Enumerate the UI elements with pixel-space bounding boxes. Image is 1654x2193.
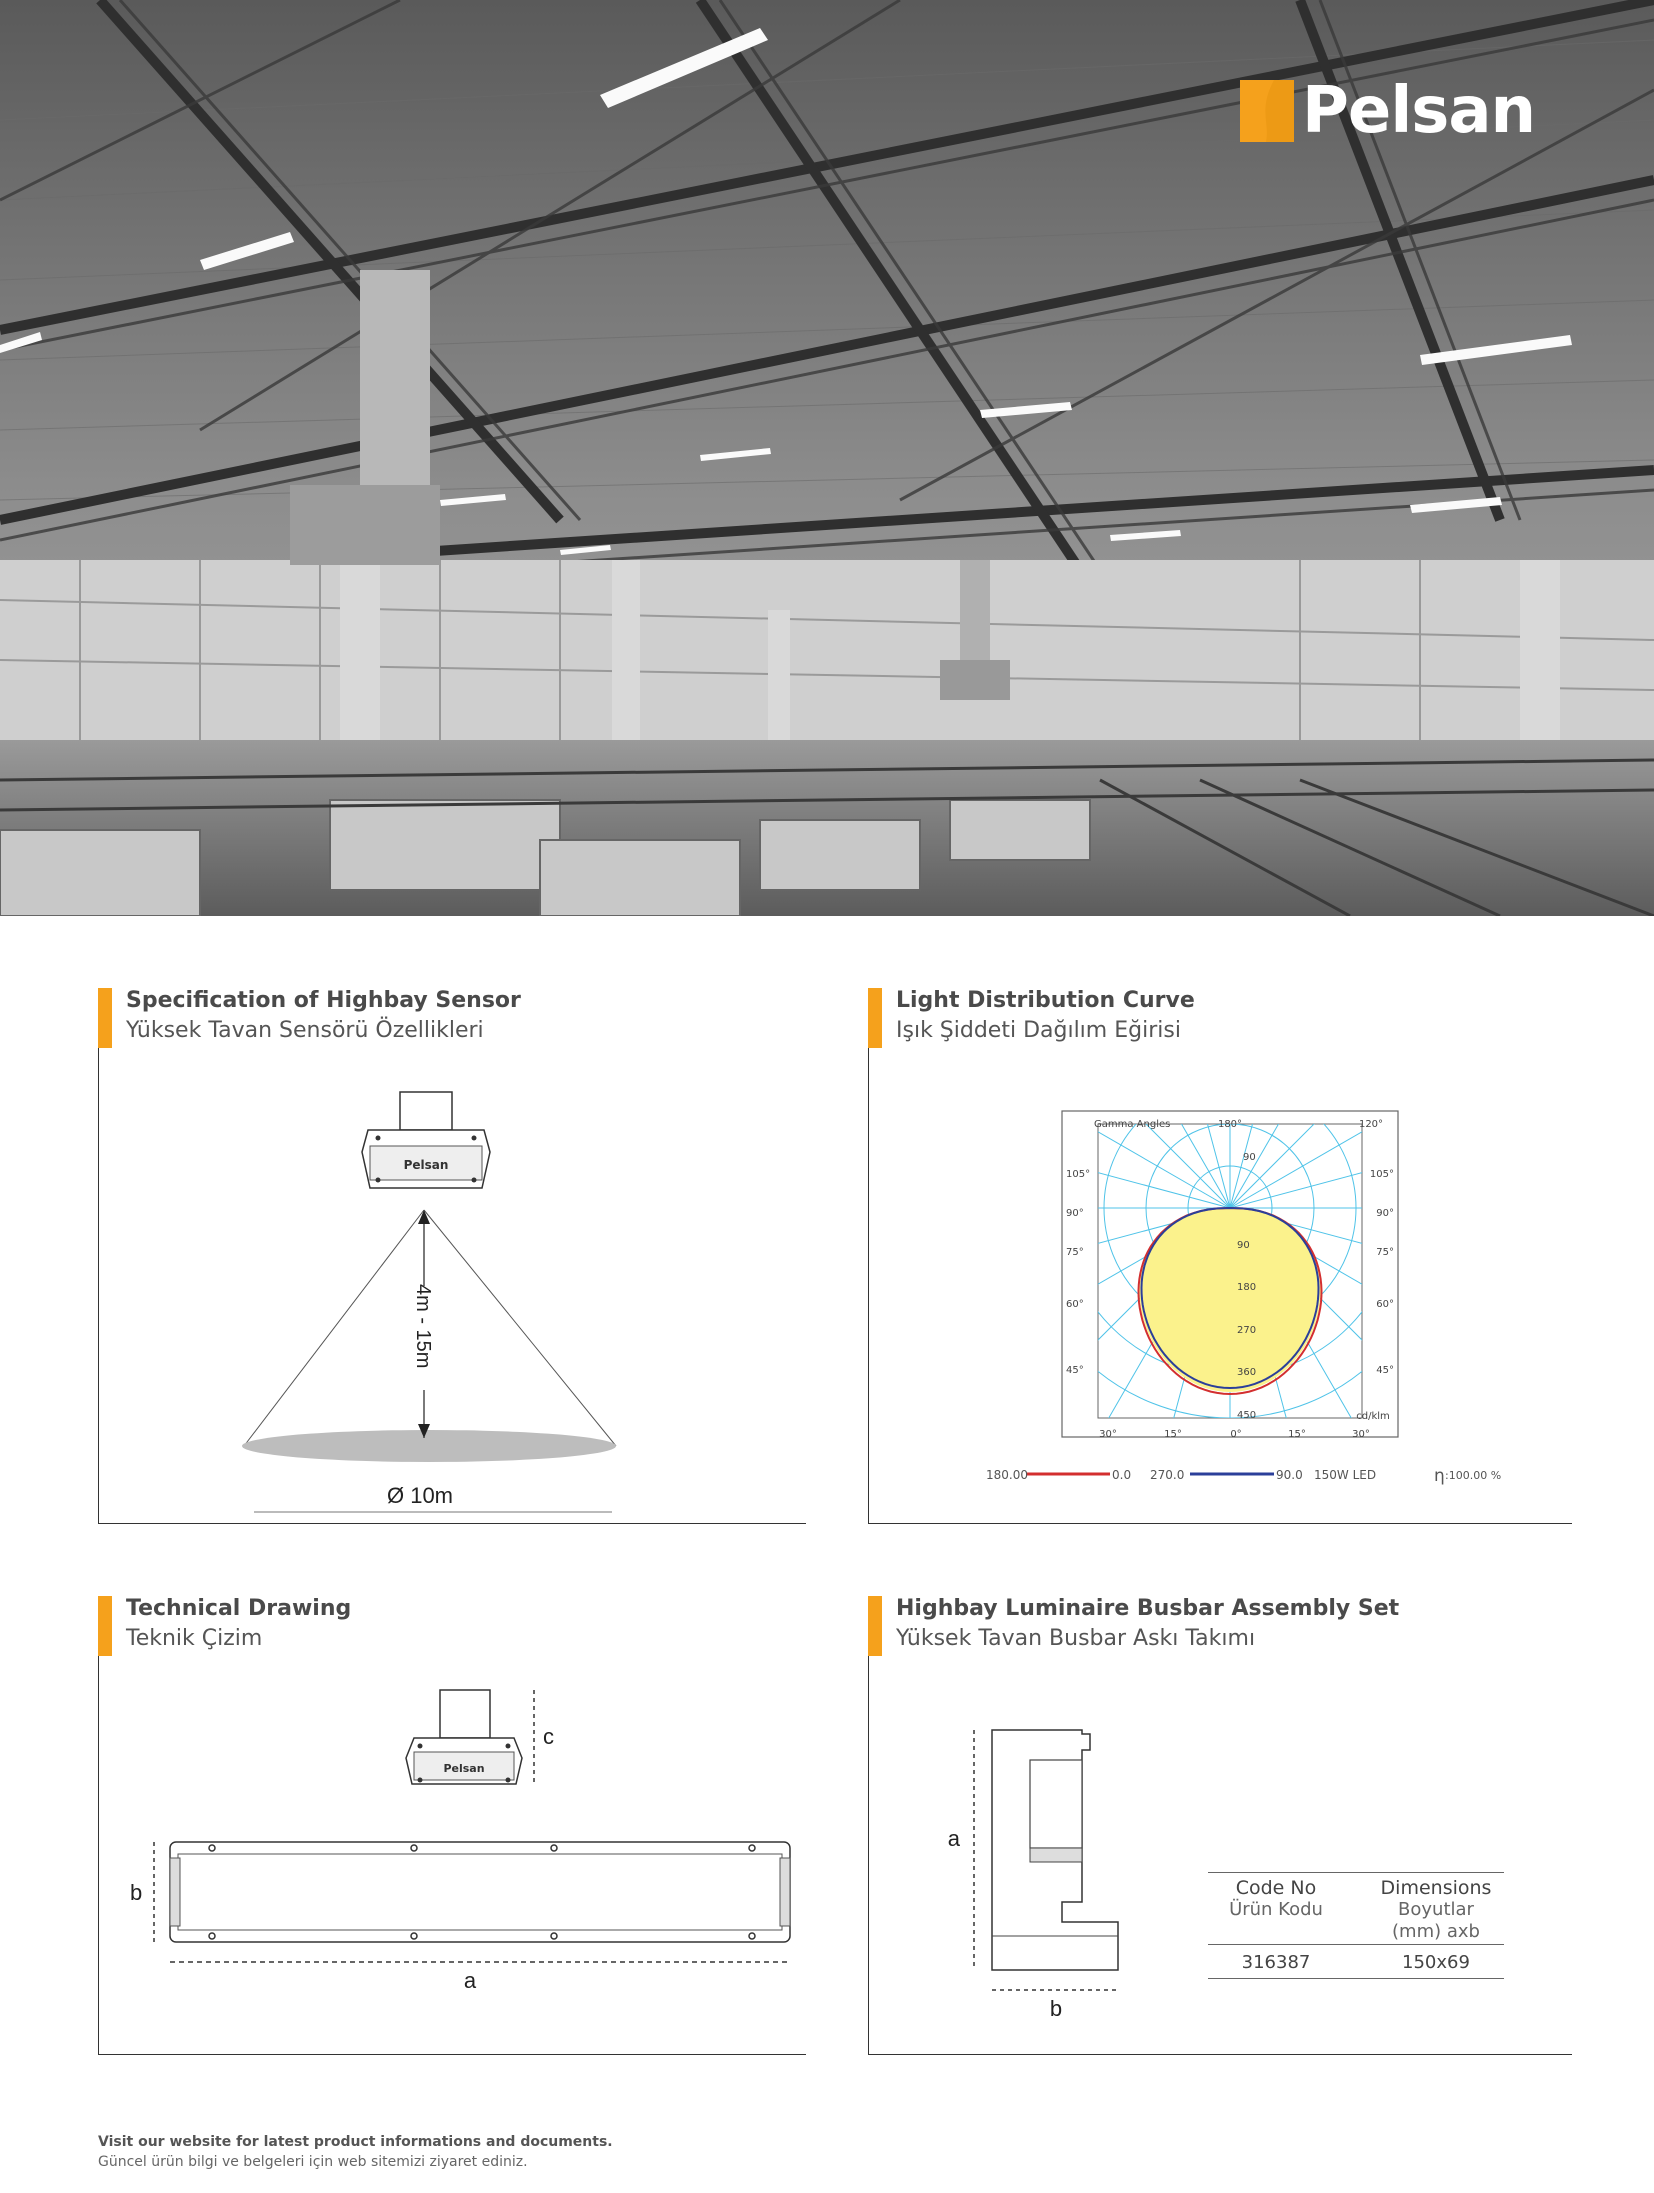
section-title: Light Distribution Curve (896, 988, 1195, 1013)
bottom-angle-label: 0° (1230, 1429, 1242, 1440)
coverage-cone (242, 1210, 616, 1462)
left-angle-label: 90° (1066, 1208, 1084, 1219)
height-range-label: 4m - 15m (412, 1284, 434, 1369)
ldc-section (868, 988, 1572, 1533)
radial-value-label: 90 (1243, 1152, 1256, 1163)
col-dims-subheader: Boyutlar (1398, 1899, 1474, 1920)
product-table (1208, 1872, 1504, 1982)
legend-blue-from: 270.0 (1150, 1468, 1185, 1482)
legend-lamp: 150W LED (1314, 1468, 1377, 1482)
radial-value-label: 180 (1237, 1282, 1257, 1293)
dim-b-label: b (1049, 1996, 1063, 2016)
footer-website-note: Visit our website for latest product informations and documents. (98, 2134, 613, 2150)
right-angle-label: 60° (1376, 1299, 1394, 1310)
table-cell-dims: 150x69 (1402, 1952, 1470, 1973)
radial-value-label: 360 (1237, 1367, 1257, 1378)
technical-drawing (98, 1596, 806, 2056)
bottom-angle-label: 30° (1352, 1429, 1370, 1440)
table-header-rule (1208, 1944, 1504, 1945)
right-angle-label: 90° (1376, 1208, 1394, 1219)
dim-c-label: c (543, 1724, 554, 1749)
front-view (130, 1842, 790, 1993)
sensor-device (362, 1092, 490, 1188)
table-top-rule (1208, 1872, 1504, 1873)
radial-value-label: 450 (1237, 1410, 1257, 1421)
bottom-angle-label: 30° (1099, 1429, 1117, 1440)
pelsan-mark-icon (1240, 80, 1294, 142)
unit-label: cd/klm (1356, 1411, 1390, 1422)
dim-a-label: a (947, 1826, 960, 1851)
footer-website-note-tr: Güncel ürün bilgi ve belgeleri için web sitemizi ziyaret ediniz. (98, 2154, 528, 2170)
side-view-logo: Pelsan (443, 1762, 485, 1775)
technical-section (98, 1596, 806, 2060)
col-dims-subheader: (mm) axb (1392, 1921, 1480, 1942)
busbar-section (868, 1596, 1572, 2060)
col-dims-header: Dimensions (1380, 1877, 1492, 1899)
grid-spoke (1230, 1008, 1572, 1208)
col-code-header: Code No (1235, 1877, 1317, 1899)
section-subtitle: Yüksek Tavan Busbar Askı Takımı (896, 1626, 1256, 1651)
dim-b-label: b (130, 1880, 143, 1905)
bottom-angle-label: 15° (1288, 1429, 1306, 1440)
table-cell-code: 316387 (1241, 1952, 1311, 1973)
section-subtitle: Teknik Çizim (126, 1626, 263, 1651)
top-center-angle: 180° (1217, 1119, 1243, 1130)
right-angle-label: 105° (1369, 1169, 1394, 1180)
efficiency-value: :100.00 % (1445, 1469, 1502, 1482)
sensor-coverage-diagram (98, 988, 806, 1528)
sensor-section (98, 988, 806, 1533)
brand-logo (1240, 74, 1536, 148)
legend-red-from: 180.00 (986, 1468, 1028, 1482)
diameter-label: Ø 10m (386, 1483, 454, 1508)
section-title: Specification of Highbay Sensor (126, 988, 521, 1013)
left-angle-label: 105° (1066, 1169, 1091, 1180)
eta-symbol: η (1434, 1466, 1445, 1486)
section-subtitle: Yüksek Tavan Sensörü Özellikleri (126, 1018, 484, 1043)
section-subtitle: Işık Şiddeti Dağılım Eğirisi (896, 1018, 1181, 1043)
section-title: Technical Drawing (126, 1596, 352, 1621)
grid-spoke (884, 1008, 1230, 1208)
radial-value-label: 90 (1237, 1240, 1250, 1251)
polar-chart (868, 988, 1572, 1528)
col-code-subheader: Ürün Kodu (1229, 1899, 1323, 1920)
legend-red-to: 0.0 (1112, 1468, 1132, 1482)
bottom-angle-label: 15° (1164, 1429, 1182, 1440)
side-view (406, 1690, 554, 1784)
right-angle-label: 45° (1376, 1365, 1394, 1376)
sensor-logo: Pelsan (403, 1158, 449, 1172)
dim-a-label: a (463, 1968, 477, 1993)
right-angle-label: 75° (1376, 1247, 1394, 1258)
left-angle-label: 60° (1066, 1299, 1084, 1310)
frame-bottom (868, 2054, 1572, 2055)
gamma-label: Gamma Angles (1094, 1119, 1171, 1130)
brand-name: Pelsan (1302, 74, 1536, 148)
radial-value-label: 270 (1237, 1325, 1257, 1336)
busbar-drawing (868, 1596, 1168, 2016)
section-title: Highbay Luminaire Busbar Assembly Set (896, 1596, 1400, 1621)
top-right-angle: 120° (1358, 1119, 1384, 1130)
table-bottom-rule (1208, 1978, 1504, 1979)
left-angle-label: 75° (1066, 1247, 1084, 1258)
legend-blue-to: 90.0 (1276, 1468, 1303, 1482)
left-angle-label: 45° (1066, 1365, 1084, 1376)
